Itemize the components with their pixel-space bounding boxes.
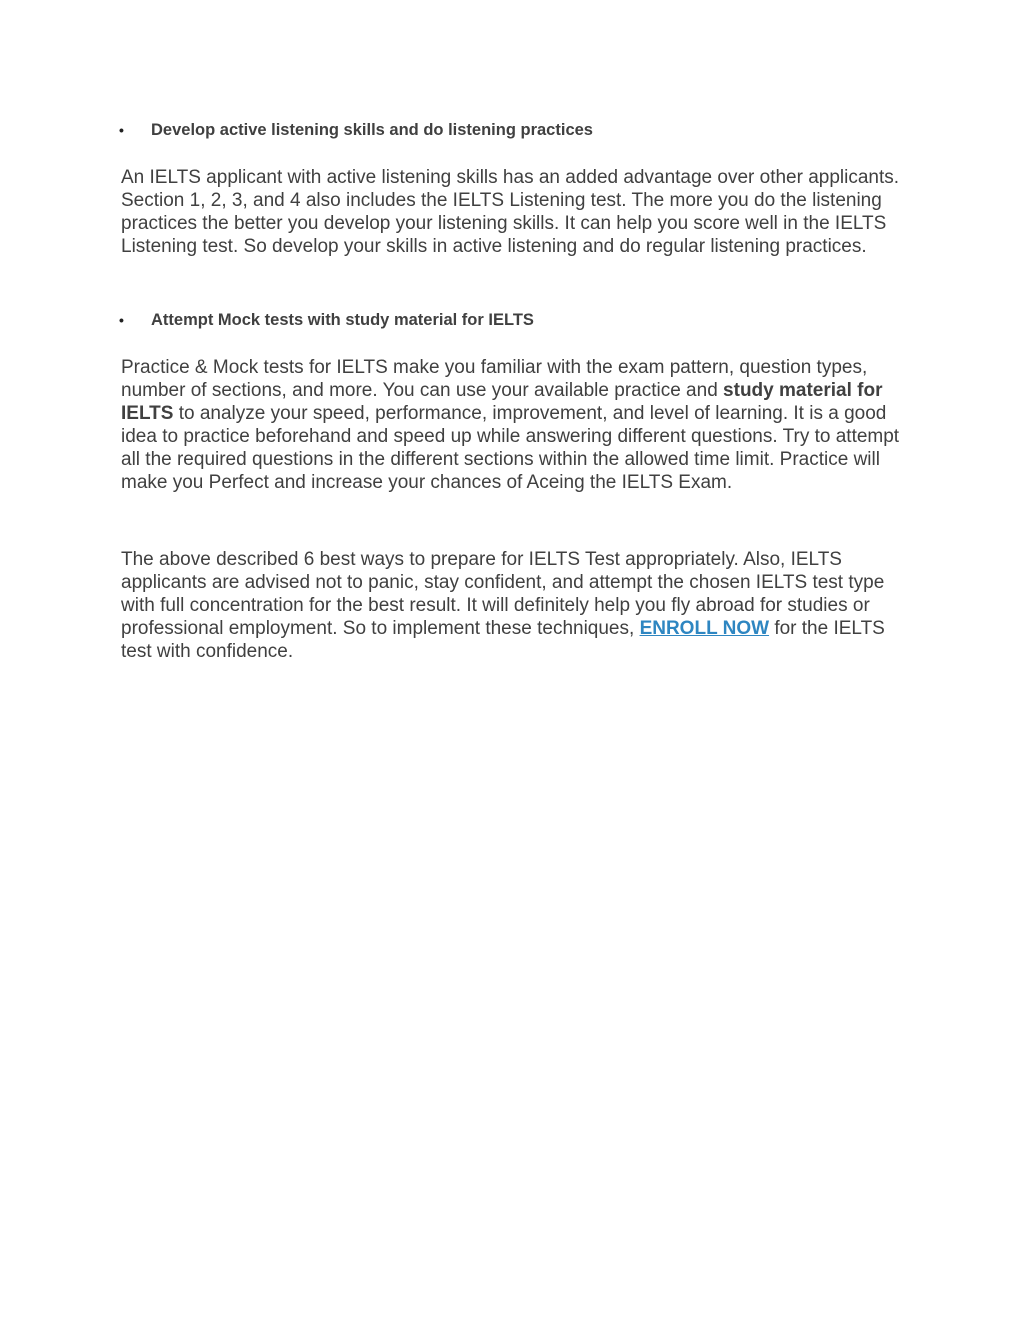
bullet-heading-listening: Develop active listening skills and do listening practices [151, 121, 593, 139]
paragraph-mock-tests-bold: study material for IELTS [121, 380, 883, 424]
paragraph-mock-tests-part1: Practice & Mock tests for IELTS make you familiar with the exam pattern, question types, number of sections, and more. You can use your available practice and [121, 357, 868, 401]
paragraph-conclusion [121, 548, 901, 663]
paragraph-listening: An IELTS applicant with active listening skills has an added advantage over other applicants. Section 1, 2, 3, and 4 also includes the IELTS Listening test. The more you do the listening practices the better you develop your listening skills. It can help you score well in the IELTS Listening test. So develop your skills in active listening and do regular listening practices. [121, 167, 900, 257]
paragraph-mock-tests [121, 356, 901, 494]
bullet-icon: • [119, 122, 124, 138]
paragraph-conclusion-part2: for the IELTS test with confidence. [121, 618, 885, 662]
bullet-item-mock-tests [119, 311, 899, 330]
bullet-heading-mock-tests: Attempt Mock tests with study material for IELTS [151, 311, 534, 329]
enroll-now-link[interactable]: ENROLL NOW [639, 618, 770, 639]
paragraph-mock-tests-part2: to analyze your speed, performance, improvement, and level of learning. It is a good idea to practice beforehand and speed up while answering different questions. Try to attempt all the required questions in the different sections within the allowed time limit. Practice will make you Perfect and increase your chances of Aceing the IELTS Exam. [121, 403, 900, 493]
bullet-item-listening [119, 121, 899, 140]
paragraph-conclusion-part1: The above described 6 best ways to prepare for IELTS Test appropriately. Also, IELTS applicants are advised not to panic, stay confident, and attempt the chosen IELTS test type with full concentration for the best result. It will definitely help you fly abroad for studies or professional employment. So to implement these techniques, [121, 549, 885, 639]
bullet-icon: • [119, 312, 124, 328]
